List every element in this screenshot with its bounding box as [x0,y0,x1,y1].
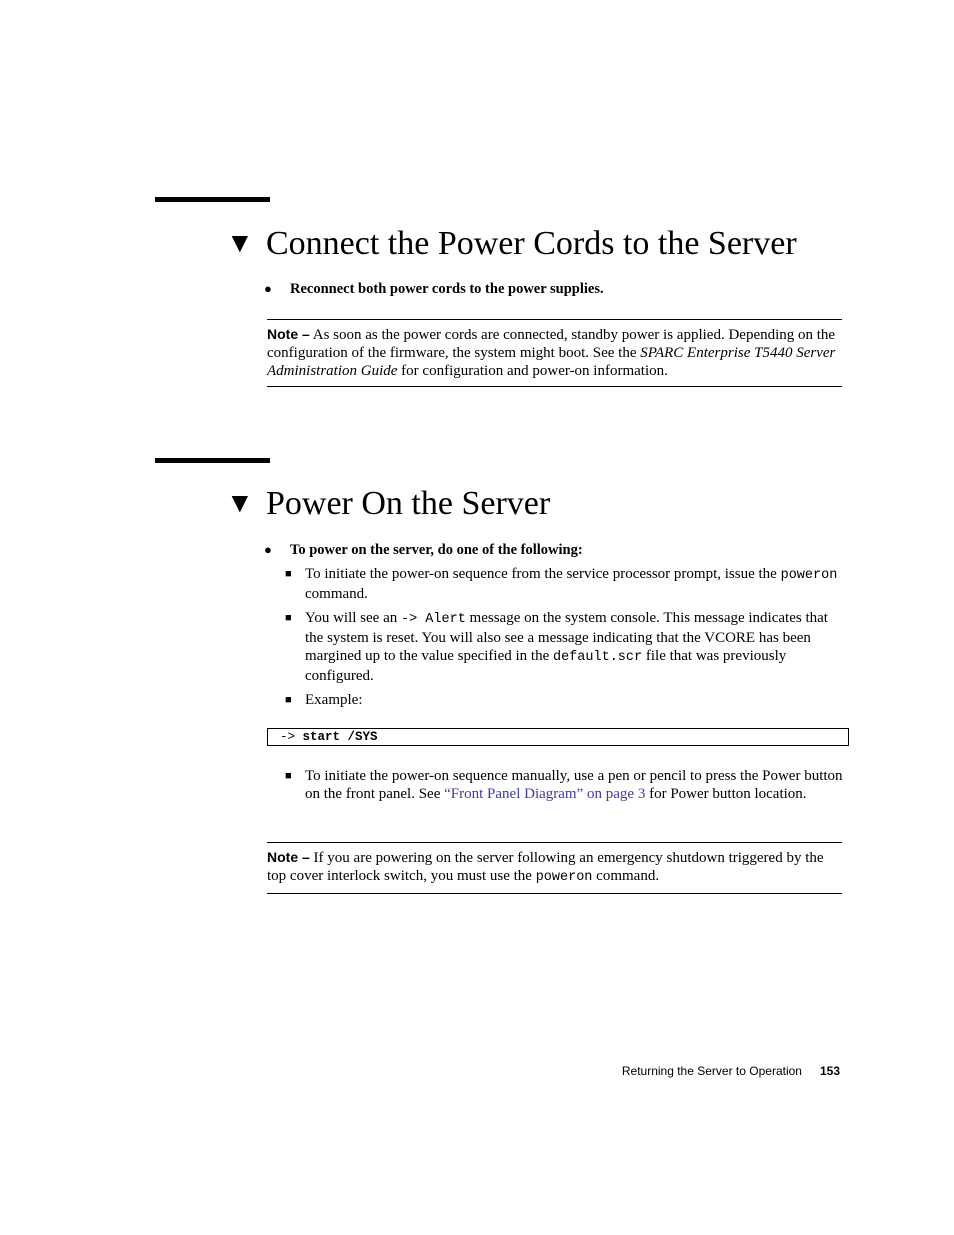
item-text: To initiate the power-on sequence manually, use a pen or pencil to press the Power button on the front panel. See [305,768,843,802]
item-text: You will see an [305,610,398,626]
section-heading [226,224,844,264]
item-text: file that was previously configured. [305,648,787,684]
item-text: for Power button location. [649,786,807,802]
code-prompt: -> [280,730,296,744]
triangle-down-icon: ▼ [226,488,254,519]
note-label: Note – [267,849,310,865]
filled-square-icon: ■ [285,612,292,624]
sub-list [285,767,845,809]
code-example [267,728,849,746]
list-item [285,565,845,603]
note-text: If you are powering on the server following an emergency shutdown triggered by the top cover interlock switch, you must use the [267,850,824,884]
item-text: To initiate the power-on sequence from the service processor prompt, issue the [305,566,777,582]
sub-list [285,565,845,715]
step-text: To power on the server, do one of the following: [290,542,583,558]
list-item [285,767,845,803]
guide-title: SPARC Enterprise T5440 Server Administration Guide [267,345,836,379]
list-item [285,691,845,709]
note-text: for configuration and power-on information. [401,363,668,379]
page-footer [622,1064,840,1078]
filled-square-icon: ■ [285,694,292,706]
section-rule [155,458,270,463]
page-number: 153 [819,1064,840,1078]
inline-code: poweron [535,870,593,885]
code-command: start /SYS [302,730,378,744]
note-text: As soon as the power cords are connected, standby power is applied. Depending on the configuration of the firmware, the system might boot. See the [267,327,836,361]
item-text: message on the system console. This message indicates that the system is reset. You will also see a message indicating that the VCORE has been margined up to the value specified in the [305,610,828,664]
note-box [267,842,842,894]
section-title: Connect the Power Cords to the Server [266,225,797,262]
note-box [267,319,842,387]
section-rule [155,197,270,202]
step-text: Reconnect both power cords to the power supplies. [290,281,604,297]
inline-code: poweron [780,568,838,583]
item-text: command. [305,586,368,602]
filled-circle-icon: ● [264,542,272,557]
triangle-down-icon: ▼ [226,228,254,259]
list-item [285,609,845,685]
step-item [264,540,847,560]
section-heading [226,484,844,524]
item-text: Example: [305,692,363,708]
chapter-title: Returning the Server to Operation [621,1064,802,1078]
note-label: Note – [267,326,310,342]
inline-code: default.scr [552,650,643,665]
section-title: Power On the Server [266,485,551,522]
filled-square-icon: ■ [285,568,292,580]
cross-reference-link[interactable]: “Front Panel Diagram” on page 3 [444,786,646,802]
filled-circle-icon: ● [264,281,272,296]
note-text: command. [596,868,660,884]
step-item [264,279,847,299]
inline-code: -> Alert [400,612,466,627]
filled-square-icon: ■ [285,770,292,782]
